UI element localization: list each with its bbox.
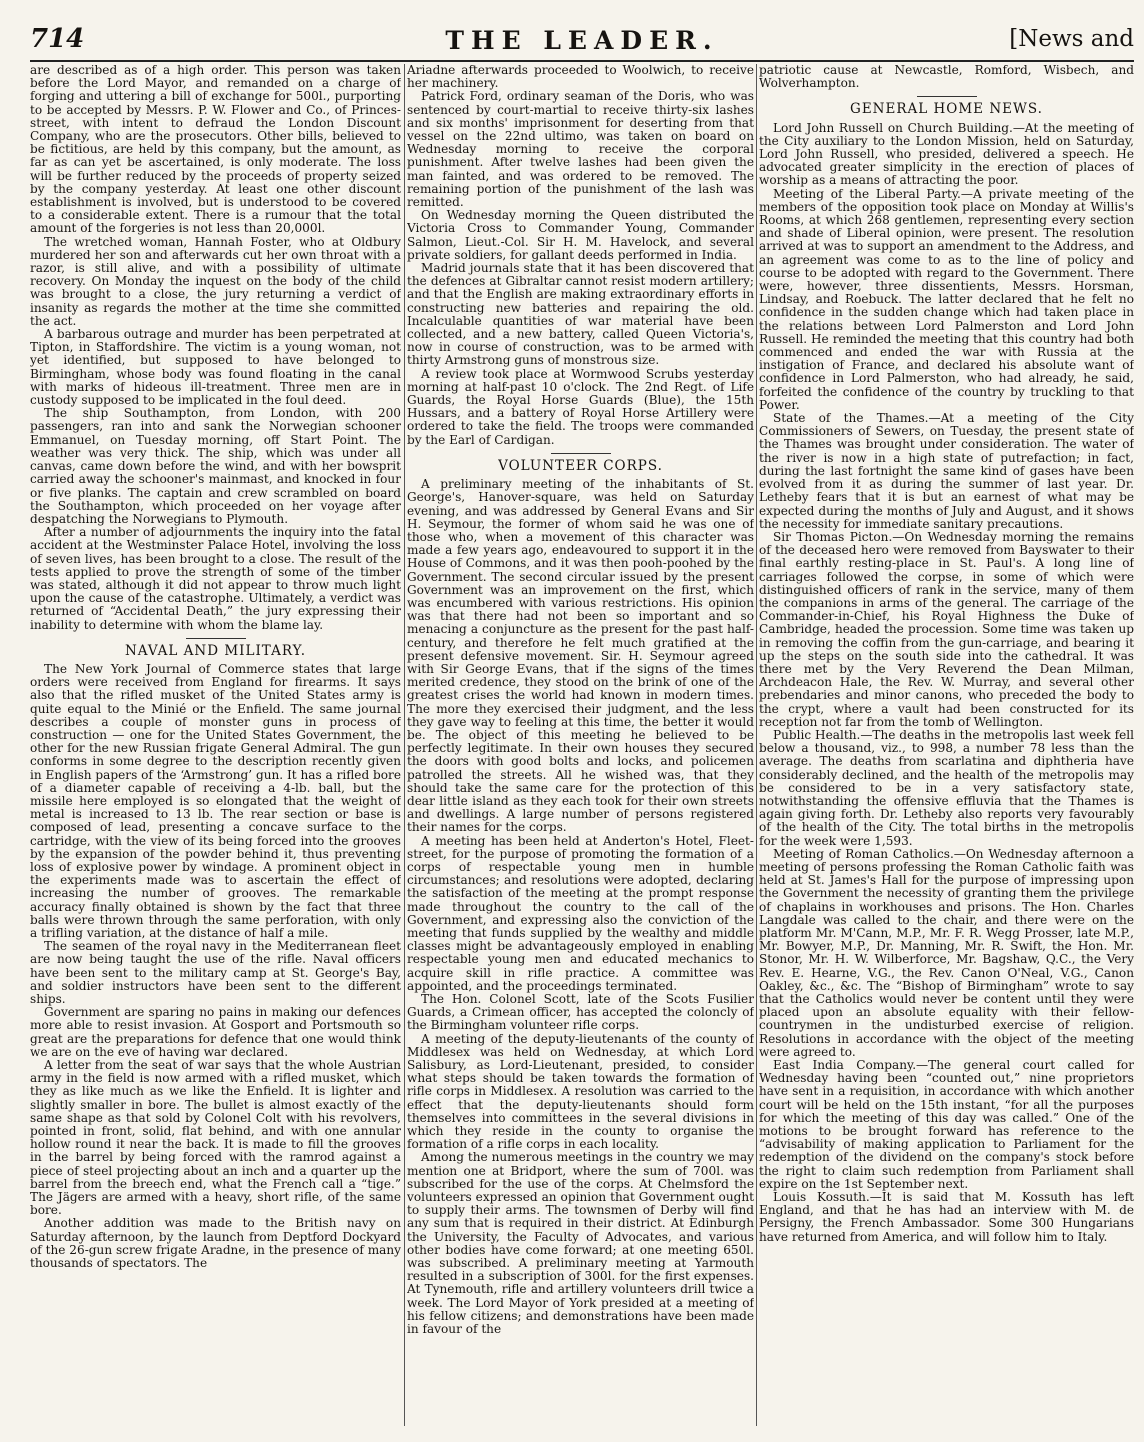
article-paragraph: East India Company.—The general court called for Wednesday having been “counted out,” nine proprietors have sent in a requisition, in accordance with which another court will be held on the 15th instant, “for all the purposes for which the meeting of this day was called.” One of the motions to be brought forward has reference to the “advisability of making application to Parliament for the redemption of the dividend on the company's stock before the right to claim such redemption from Parliament shall expire on the 1st September next. xyxy=(759,1058,1134,1191)
masthead-title: THE LEADER. xyxy=(445,26,719,55)
article-paragraph: A barbarous outrage and murder has been perpetrated at Tipton, in Staffordshire. The victim is a young woman, not yet identified, but supposed to have belonged to Birmingham, whose body was found floating in the canal with marks of hideous ill-treatment. Three men are in custody supposed to be implicated in the foul deed. xyxy=(30,327,401,408)
article-paragraph: Louis Kossuth.—It is said that M. Kossuth has left England, and that he has had an interview with M. de Persigny, the French Ambassador. Some 300 Hungarians have returned from America, and will follow him to Italy. xyxy=(759,1190,1134,1244)
article-paragraph: The New York Journal of Commerce states that large orders were received from England for firearms. It says also that the rifled musket of the United States army is quite equal to the Minié or the Enfield. The same journal describes a couple of monster guns in process of construction — one for the United States Government, the other for the new Russian frigate General Admiral. The gun conforms in some degree to the description recently given in English papers of the ‘Armstrong’ gun. It has a rifled bore of a diameter capable of receiving a 4-lb. ball, but the missile here employed is so elongated that the weight of metal is increased to 13 lb. The rear section or base is composed of lead, presenting a concave surface to the cartridge, with the view of its being forced into the grooves by the expansion of the powder behind it, thus preventing loss of explosive power by windage. A prominent object in the experiments made was to ascertain the effect of increasing the number of grooves. The remarkable accuracy finally obtained is shown by the fact that three balls were thrown through the same perforation, with only a trifling variation, at the distance of half a mile. xyxy=(30,661,401,940)
article-paragraph: The wretched woman, Hannah Foster, who at Oldbury murdered her son and afterwards cut her own throat with a razor, is still alive, and with a possibility of ultimate recovery. On Monday the inquest on the body of the child was brought to a close, the jury returning a verdict of insanity as regards the mother at the time she committed the act. xyxy=(30,234,401,328)
column-3 xyxy=(759,64,1134,1426)
article-paragraph: Sir Thomas Picton.—On Wednesday morning the remains of the deceased hero were removed from Bayswater to their final earthly resting-place in St. Paul's. A long line of carriages followed the corpse, in some of which were distinguished officers of rank in the service, many of them the companions in arms of the general. The carriage of the Commander-in-Chief, his Royal Highness the Duke of Cambridge, headed the procession. Some time was taken up in removing the coffin from the gun-carriage, and bearing it up the steps on the south side into the cathedral. It was there met by the Very Reverend the Dean Milman, Archdeacon Hale, the Rev. W. Murray, and several other prebendaries and minor canons, who preceded the body to the crypt, where a vault had been constructed for its reception not far from the tomb of Wellington. xyxy=(759,529,1134,729)
article-paragraph: A review took place at Wormwood Scrubs yesterday morning at half-past 10 o'clock. The 2nd Regt. of Life Guards, the Royal Horse Guards (Blue), the 15th Hussars, and a battery of Royal Horse Artillery were ordered to take the field. The troops were commanded by the Earl of Cardigan. xyxy=(407,366,754,447)
article-paragraph: Lord John Russell on Church Building.—At the meeting of the City auxiliary to the London Mission, held on Saturday, Lord John Russell, who presided, delivered a speech. He advocated greater simplicity in the erection of places of worship as a means of attracting the poor. xyxy=(759,120,1134,188)
article-paragraph: Ariadne afterwards proceeded to Woolwich, to receive her machinery. xyxy=(407,64,754,91)
section-heading-naval-military: NAVAL AND MILITARY. xyxy=(124,642,307,659)
section-divider xyxy=(186,638,246,639)
article-paragraph: The Hon. Colonel Scott, late of the Scots Fusilier Guards, a Crimean officer, has accepted the coloncly of the Birmingham volunteer rifle corps. xyxy=(407,992,754,1033)
article-paragraph: After a number of adjournments the inquiry into the fatal accident at the Westminster Palace Hotel, involving the loss of seven lives, has been brought to a close. The result of the tests applied to prove the strength of some of the timber was stated, although it did not appear to throw much light upon the cause of the catastrophe. Ultimately, a verdict was returned of “Accidental Death,” the jury expressing their inability to determine with whom the blame lay. xyxy=(30,525,401,632)
article-paragraph: A letter from the seat of war says that the whole Austrian army in the field is now armed with a rifled musket, which they as like much as we like the Enfield. It is lighter and slightly smaller in bore. The bullet is almost exactly of the same shape as that sold by Colonel Colt with his revolvers, pointed in front, solid, flat behind, and with one annular hollow round it near the back. It is made to fill the grooves in the barrel by being forced with the ramrod against a piece of steel projecting about an inch and a quarter up the barrel from the breech end, what the French call a “tige.” The Jägers are armed with a heavy, short rifle, of the same bore. xyxy=(30,1058,401,1218)
page-number: 714 xyxy=(30,24,85,54)
section-label: [News and xyxy=(1009,26,1134,52)
section-heading-general-home-news: GENERAL HOME NEWS. xyxy=(850,101,1043,118)
article-paragraph: are described as of a high order. This person was taken before the Lord Mayor, and remanded on a charge of forging and uttering a bill of exchange for 500l., purporting to be accepted by Messrs. P. W. Flower and Co., of Princes-street, with intent to defraud the London Discount Company, who are the prosecutors. Other bills, believed to be fictitious, are held by this company, but the amount, as far as can yet be ascertained, is only moderate. The loss will be further reduced by the proceeds of property seized by the company yesterday. At least one other discount establishment is involved, but is understood to be covered to a considerable extent. There is a rumour that the total amount of the forgeries is not less than 20,000l. xyxy=(30,64,401,236)
article-paragraph: patriotic cause at Newcastle, Romford, Wisbech, and Wolverhampton. xyxy=(759,64,1134,91)
article-paragraph: The seamen of the royal navy in the Mediterranean fleet are now being taught the use of the rifle. Naval officers have been sent to the military camp at St. George's Bay, and soldier instructors have been sent to the different ships. xyxy=(30,939,401,1007)
article-paragraph: A preliminary meeting of the inhabitants of St. George's, Hanover-square, was held on Saturday evening, and was addressed by General Evans and Sir H. Seymour, the former of whom said he was one of those who, when a movement of this character was made a few years ago, endeavoured to support it in the House of Commons, and it was then pooh-poohed by the Government. The second circular issued by the present Government was an improvement on the first, which was encumbered with various restrictions. His opinion was that there had not been so important and so menacing a conjuncture as the present for the past half-century, and therefore he felt much gratified at the present defensive movement. Sir. H. Seymour agreed with Sir George Evans, that if the signs of the times merited credence, they stood on the brink of one of the greatest crises the world had known in modern times. The more they exercised their judgment, and the less they gave way to feeling at this time, the better it would be. The object of this meeting he believed to be perfectly legitimate. In their own houses they secured the doors with good bolts and locks, and policemen patrolled the streets. All he wished was, that they should take the same care for the protection of this dear little island as they each took for their own streets and dwellings. A large number of persons registered their names for the corps. xyxy=(407,477,754,835)
article-paragraph: A meeting of the deputy-lieutenants of the county of Middlesex was held on Wednesday, at which Lord Salisbury, as Lord-Lieutenant, presided, to consider what steps should be taken towards the formation of rifle corps in Middlesex. A resolution was carried to the effect that the deputy-lieutenants should form themselves into committees in the several divisions in which they reside in the county to organise the formation of a rifle corps in each locality. xyxy=(407,1031,754,1152)
page-header xyxy=(30,14,1134,62)
article-paragraph: Public Health.—The deaths in the metropolis last week fell below a thousand, viz., to 998, a number 78 less than the average. The deaths from scarlatina and diphtheria have considerably declined, and the health of the metropolis may be considered to be in a very satisfactory state, notwithstanding the offensive effluvia that the Thames is again giving forth. Dr. Letheby also reports very favourably of the health of the City. The total births in the metropolis for the week were 1,593. xyxy=(759,727,1134,848)
section-divider xyxy=(551,453,611,454)
article-paragraph: The ship Southampton, from London, with 200 passengers, ran into and sank the Norwegian schooner Emmanuel, on Tuesday morning, off Start Point. The weather was very thick. The ship, which was under all canvas, came down before the wind, and with her bowsprit carried away the schooner's mainmast, and knocked in four or five planks. The captain and crew scrambled on board the Southampton, which proceeded on her voyage after despatching the Norwegians to Plymouth. xyxy=(30,406,401,526)
column-2 xyxy=(407,64,754,1426)
column-1 xyxy=(30,64,401,1426)
article-paragraph: State of the Thames.—At a meeting of the City Commissioners of Sewers, on Tuesday, the present state of the Thames was brought under consideration. The water of the river is now in a high state of putrefaction; in fact, during the last fortnight the same kind of gases have been evolved from it as during the summer of last year. Dr. Letheby fears that it is but an earnest of what may be expected during the months of July and August, and it shows the necessity for immediate sanitary precautions. xyxy=(759,411,1134,531)
article-paragraph: Madrid journals state that it has been discovered that the defences at Gibraltar cannot resist modern artillery; and that the English are making extraordinary efforts in constructing new batteries and repairing the old. Incalculable quantities of war material have been collected, and a new battery, called Queen Victoria's, now in course of construction, was to be armed with thirty Armstrong guns of monstrous size. xyxy=(407,261,754,368)
article-paragraph: Meeting of the Liberal Party.—A private meeting of the members of the opposition took place on Monday at Willis's Rooms, at which 268 gentlemen, representing every section and shade of Liberal opinion, were present. The resolution arrived at was to support an amendment to the Address, and an agreement was come to as to the line of policy and course to be adopted with regard to the Government. There were, however, three dissentients, Messrs. Horsman, Lindsay, and Roebuck. The latter declared that he felt no confidence in the sudden change which had taken place in the relations between Lord Palmerston and Lord John Russell. He reminded the meeting that this country had both commenced and ended the war with Russia at the instigation of France, and declared his absolute want of confidence in Lord Palmerston, who had already, he said, forfeited the confidence of the country by truckling to that Power. xyxy=(759,186,1134,412)
article-paragraph: Among the numerous meetings in the country we may mention one at Bridport, where the sum of 700l. was subscribed for the use of the corps. At Chelmsford the volunteers expressed an opinion that Government ought to supply their arms. The townsmen of Derby will find any sum that is required in their district. At Edinburgh the University, the Faculty of Advocates, and various other bodies have come forward; at one meeting 650l. was subscribed. A preliminary meeting at Yarmouth resulted in a subscription of 300l. for the first expenses. At Tynemouth, rifle and artillery volunteers drill twice a week. The Lord Mayor of York presided at a meeting of his fellow citizens; and demonstrations have been made in favour of the xyxy=(407,1150,754,1337)
article-paragraph: Government are sparing no pains in making our defences more able to resist invasion. At Gosport and Portsmouth so great are the preparations for defence that one would think we are on the eve of having war declared. xyxy=(30,1005,401,1059)
article-paragraph: A meeting has been held at Anderton's Hotel, Fleet-street, for the purpose of promoting the formation of a corps of respectable young men in humble circumstances; and resolutions were adopted, declaring the satisfaction of the meeting at the prompt response made throughout the country to the call of the Government, and expressing also the conviction of the meeting that funds supplied by the wealthy and middle classes might be advantageously employed in enabling respectable young men and educated mechanics to acquire skill in rifle practice. A committee was appointed, and the proceedings terminated. xyxy=(407,833,754,993)
section-divider xyxy=(917,96,977,97)
article-paragraph: Patrick Ford, ordinary seaman of the Doris, who was sentenced by court-martial to receive thirty-six lashes and six months' imprisonment for deserting from that vessel on the 22nd ultimo, was taken on board on Wednesday morning to receive the corporal punishment. After twelve lashes had been given the man fainted, and was ordered to be removed. The remaining portion of the punishment of the lash was remitted. xyxy=(407,89,754,210)
article-paragraph: On Wednesday morning the Queen distributed the Victoria Cross to Commander Young, Commander Salmon, Lieut.-Col. Sir H. M. Havelock, and several private soldiers, for gallant deeds performed in India. xyxy=(407,208,754,262)
section-heading-volunteer-corps: VOLUNTEER CORPS. xyxy=(498,457,663,474)
column-rule xyxy=(404,64,405,1426)
article-paragraph: Another addition was made to the British navy on Saturday afternoon, by the launch from Deptford Dockyard of the 26-gun screw frigate Aradne, in the presence of many thousands of spectators. The xyxy=(30,1216,401,1271)
article-paragraph: Meeting of Roman Catholics.—On Wednesday afternoon a meeting of persons professing the Roman Catholic faith was held at St. James's Hall for the purpose of impressing upon the Government the necessity of granting them the privilege of chaplains in workhouses and prisons. The Hon. Charles Langdale was called to the chair, and there were on the platform Mr. M'Cann, M.P., Mr. F. R. Wegg Prosser, late M.P., Mr. Bowyer, M.P., Dr. Manning, Mr. R. Swift, the Hon. Mr. Stonor, Mr. H. W. Wilberforce, Mr. Bagshaw, Q.C., the Very Rev. E. Hearne, V.G., the Rev. Canon O'Neal, V.G., Canon Oakley, &c., &c. The “Bishop of Birmingham” wrote to say that the Catholics would never be content until they were placed upon an absolute equality with their fellow-countrymen in the undisturbed exercise of religion. Resolutions in accordance with the object of the meeting were agreed to. xyxy=(759,846,1134,1059)
column-rule xyxy=(756,64,757,1426)
